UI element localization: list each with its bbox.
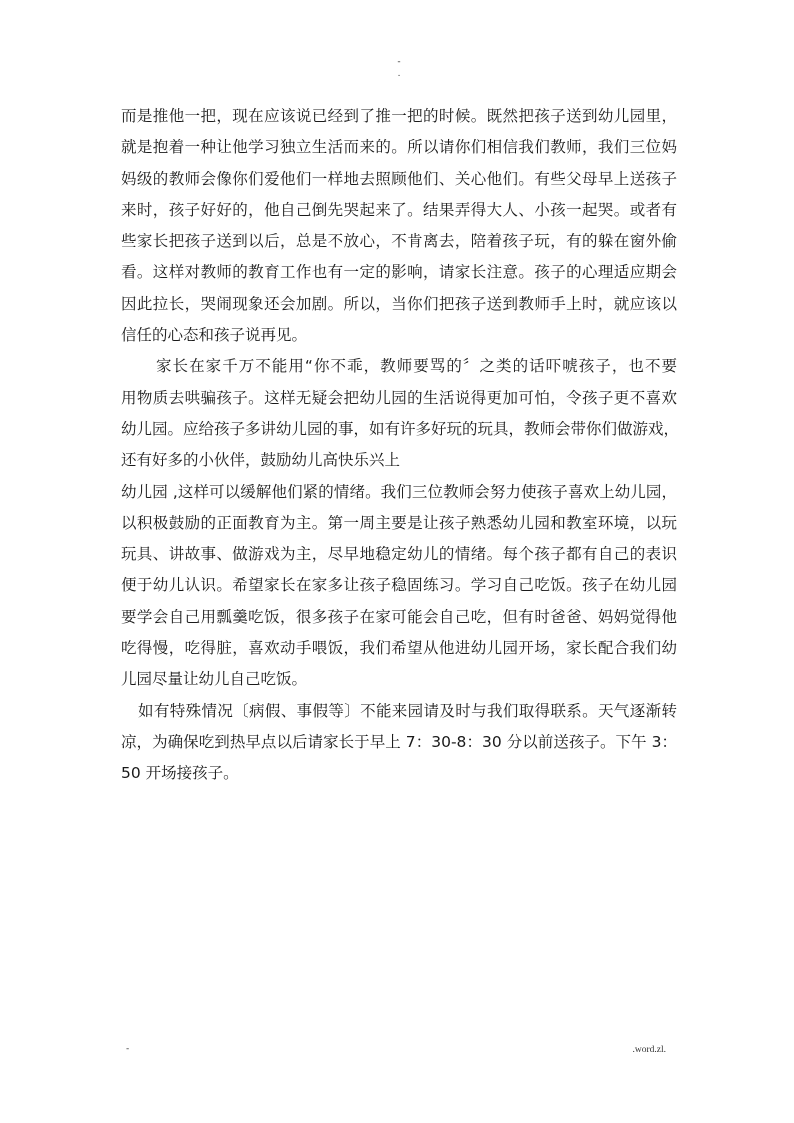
text-line: 用物质去哄骗孩子。这样无疑会把幼儿园的生活说得更加可怕，令孩子更不喜欢 [121,388,677,407]
footer-source-text: .word.zl. [632,1045,666,1055]
text-line: 信任的心态和孩子说再见。 [121,326,308,345]
header-dash: - [397,57,401,67]
text-line: 吃得慢，吃得脏，喜欢动手喂饭，我们希望从他进幼儿园开场，家长配合我们幼 [121,639,677,658]
document-body [121,101,680,790]
text-line: 凉，为确保吃到热早点以后请家长于早上 7：30-8：30 分以前送孩子。下午 3： [121,732,677,751]
text-line: 些家长把孩子送到以后，总是不放心，不肯离去，陪着孩子玩，有的躲在窗外偷 [121,232,677,251]
text-line: 而是推他一把，现在应该说已经到了推一把的时候。既然把孩子送到幼儿园里， [121,107,677,125]
text-line: 幼儿园。应给孩子多讲幼儿园的事，如有许多好玩的玩具，教师会带你们做游戏， [121,419,680,438]
text-line: 玩具、讲故事、做游戏为主，尽早地稳定幼儿的情绪。每个孩子都有自己的表识 [121,545,677,564]
text-line: 要学会自己用瓢羹吃饭，很多孩子在家可能会自己吃，但有时爸爸、妈妈觉得他 [121,607,677,626]
footer-left-mark: - [126,1044,130,1054]
text-line: 儿园尽量让幼儿自己吃饭。 [121,670,308,689]
text-line: 还有好多的小伙伴，鼓励幼儿高快乐兴上 [121,451,401,470]
text-line: 50 开场接孩子。 [121,764,239,783]
text-line: 看。这样对教师的教育工作也有一定的影响，请家长注意。孩子的心理适应期会 [121,263,677,282]
page-header-mark [394,56,404,80]
text-line: 妈级的教师会像你们爱他们一样地去照顾他们、关心他们。有些父母早上送孩子 [121,169,677,188]
text-line: 如有特殊情况〔病假、事假等〕不能来园请及时与我们取得联系。天气逐渐转 [138,701,677,720]
text-line: 幼儿园 ,这样可以缓解他们紧的情绪。我们三位教师会努力使孩子喜欢上幼儿园， [121,482,677,501]
text-line: 就是抱着一种让他学习独立生活而来的。所以请你们相信我们教师，我们三位妈 [121,138,677,157]
text-line: 因此拉长，哭闹现象还会加剧。所以，当你们把孩子送到教师手上时，就应该以 [121,294,677,313]
text-line: 便于幼儿认识。希望家长在家多让孩子稳固练习。学习自己吃饭。孩子在幼儿园 [121,576,677,595]
text-line: 以积极鼓励的正面教育为主。第一周主要是让孩子熟悉幼儿园和教室环境，以玩 [121,513,677,532]
text-line: 家长在家千万不能用“你不乖，教师要骂的〞之类的话吓唬孩子，也不要 [156,357,677,376]
header-dot: . [397,69,401,79]
text-line: 来时，孩子好好的，他自己倒先哭起来了。结果弄得大人、小孩一起哭。或者有 [121,200,677,219]
